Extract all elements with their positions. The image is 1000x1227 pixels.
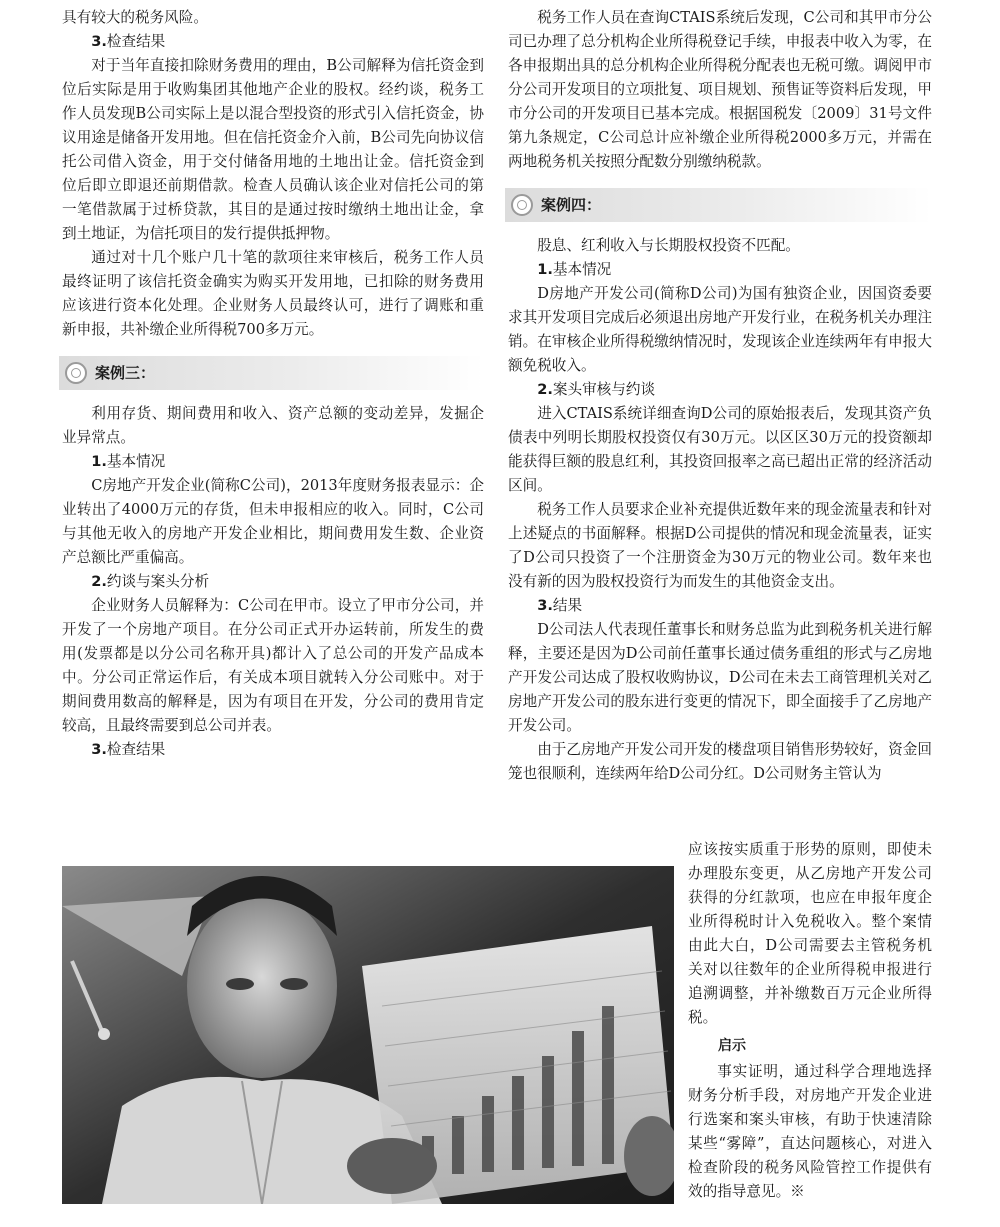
case-title: 案例三： — [95, 364, 156, 382]
section-heading: 3.结果 — [537, 597, 583, 614]
photo-illustration — [62, 866, 674, 1204]
circle-bullet-icon — [511, 194, 533, 216]
paragraph: C房地产开发企业(简称C公司)，2013年度财务报表显示：企业转出了4000万元的存货，但未申报相应的收入。同时，C公司与其他无收入的房地产开发企业相比，期间费用发生数、企业资产总额比严重偏高。 — [62, 477, 484, 566]
left-column — [62, 6, 484, 762]
case-header — [505, 188, 932, 222]
section-heading: 2.约谈与案头分析 — [91, 573, 210, 590]
paragraph: 通过对十几个账户几十笔的款项往来审核后，税务工作人员最终证明了该信托资金确实为购买开发用地，已扣除的财务费用应该进行资本化处理。企业财务人员最终认可，进行了调账和重新申报，共补缴企业所得税700多万元。 — [62, 249, 484, 338]
paragraph: 对于当年直接扣除财务费用的理由，B公司解释为信托资金到位后实际是用于收购集团其他地产企业的股权。经约谈，税务工作人员发现B公司实际上是以混合型投资的形式引入信托资金，协议用途是储备开发用地。但在信托资金介入前，B公司先向协议信托公司借入资金，用于交付储备用地的土地出让金。信托资金到位后即立即退还前期借款。检查人员确认该企业对信托公司的第一笔借款属于过桥贷款，其目的是通过按时缴纳土地出让金，拿到土地证，为信托项目的发行提供抵押物。 — [62, 57, 484, 242]
paragraph: 由于乙房地产开发公司开发的楼盘项目销售形势较好，资金回笼也很顺利，连续两年给D公司分红。D公司财务主管认为 — [508, 741, 932, 782]
paragraph: 事实证明，通过科学合理地选择财务分析手段，对房地产开发企业进行选案和案头审核，有助于快速清除某些“雾障”，直达问题核心，对进入检查阶段的税务风险管控工作提供有效的指导意见。※ — [688, 1063, 932, 1200]
section-heading: 3.检查结果 — [91, 33, 166, 50]
section-heading: 1.基本情况 — [91, 453, 166, 470]
paragraph: D公司法人代表现任董事长和财务总监为此到税务机关进行解释，主要还是因为D公司前任董事长通过债务重组的形式与乙房地产开发公司达成了股权收购协议，D公司在未去工商管理机关对乙房地产开发公司的股东进行变更的情况下，即全面接手了乙房地产开发公司。 — [508, 621, 932, 734]
paragraph: 具有较大的税务风险。 — [62, 9, 208, 26]
paragraph: 进入CTAIS系统详细查询D公司的原始报表后，发现其资产负债表中列明长期股权投资仅有30万元。以区区30万元的投资额却能获得巨额的股息红利，其投资回报率之高已超出正常的经济活动区间。 — [508, 405, 932, 494]
section-heading: 2.案头审核与约谈 — [537, 381, 656, 398]
hint-title: 启示 — [718, 1038, 746, 1054]
paragraph: 应该按实质重于形势的原则，即使未办理股东变更，从乙房地产开发公司获得的分红款项，也应在申报年度企业所得税时计入免税收入。整个案情由此大白，D公司需要去主管税务机关对以往数年的企业所得税申报进行追溯调整，并补缴数百万元企业所得税。 — [688, 841, 932, 1026]
man-reading-chart-photo — [62, 866, 674, 1204]
wrap-column — [688, 838, 932, 1204]
case-header — [59, 356, 484, 390]
section-heading: 3.检查结果 — [91, 741, 166, 758]
paragraph: 利用存货、期间费用和收入、资产总额的变动差异，发掘企业异常点。 — [62, 405, 484, 446]
paragraph: 股息、红利收入与长期股权投资不匹配。 — [537, 237, 800, 254]
paragraph: 企业财务人员解释为：C公司在甲市。设立了甲市分公司，并开发了一个房地产项目。在分公司正式开办运转前，所发生的费用(发票都是以分公司名称开具)都计入了总公司的开发产品成本中。分公司正常运作后，有关成本项目就转入分公司账中。对于期间费用数高的解释是，因为有项目在开发，分公司的费用肯定较高，且最终需要到总公司并表。 — [62, 597, 484, 734]
right-column — [508, 6, 932, 786]
paragraph: 税务工作人员要求企业补充提供近数年来的现金流量表和针对上述疑点的书面解释。根据D公司提供的情况和现金流量表，证实了D公司只投资了一个注册资金为30万元的物业公司。数年来也没有新的因为股权投资行为而发生的其他资金支出。 — [508, 501, 932, 590]
case-title: 案例四： — [541, 196, 602, 214]
paragraph: D房地产开发公司(简称D公司)为国有独资企业，因国资委要求其开发项目完成后必须退出房地产开发行业，在税务机关办理注销。在审核企业所得税缴纳情况时，发现该企业连续两年有申报大额免税收入。 — [508, 285, 932, 374]
section-heading: 1.基本情况 — [537, 261, 612, 278]
paragraph: 税务工作人员在查询CTAIS系统后发现，C公司和其甲市分公司已办理了总分机构企业所得税登记手续，申报表中收入为零，在各申报期出具的总分机构企业所得税分配表也无税可缴。调阅甲市分公司开发项目的立项批复、项目规划、预售证等资料后发现，甲市分公司的开发项目已基本完成。根据国税发〔2009〕31号文件第九条规定，C公司总计应补缴企业所得税2000多万元，并需在两地税务机关按照分配数分别缴纳税款。 — [508, 9, 932, 170]
circle-bullet-icon — [65, 362, 87, 384]
